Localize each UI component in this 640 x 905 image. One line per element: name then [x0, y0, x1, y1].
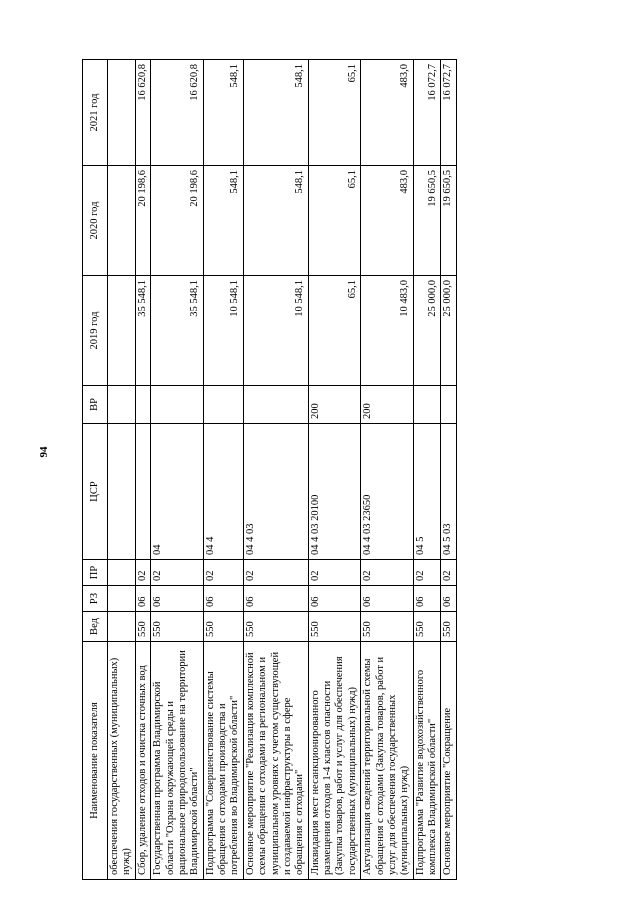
cell-2019: 10 483,0 — [361, 276, 414, 386]
cell-2020: 548,1 — [203, 166, 243, 276]
cell-csr: 04 5 03 — [441, 424, 456, 560]
cell-2021: 16 620,8 — [135, 60, 150, 166]
header-rz: РЗ — [83, 586, 108, 612]
cell-csr: 04 4 03 — [243, 424, 308, 560]
cell-2019: 35 548,1 — [151, 276, 204, 386]
cell-2019 — [108, 276, 136, 386]
header-pr: ПР — [83, 560, 108, 586]
cell-2021: 16 072,7 — [441, 60, 456, 166]
cell-2021: 16 620,8 — [151, 60, 204, 166]
cell-csr: 04 4 — [203, 424, 243, 560]
cell-ved — [108, 612, 136, 642]
cell-rz: 06 — [361, 586, 414, 612]
cell-2021: 65,1 — [308, 60, 361, 166]
cell-2019: 25 000,0 — [441, 276, 456, 386]
cell-rz: 06 — [441, 586, 456, 612]
cell-pr: 02 — [308, 560, 361, 586]
cell-vr: 200 — [308, 386, 361, 424]
cell-2020: 19 650,5 — [441, 166, 456, 276]
table-row — [308, 60, 361, 880]
cell-ved: 550 — [243, 612, 308, 642]
cell-2021: 548,1 — [243, 60, 308, 166]
header-2019: 2019 год — [83, 276, 108, 386]
cell-csr — [135, 424, 150, 560]
cell-ved: 550 — [441, 612, 456, 642]
table-row — [243, 60, 308, 880]
cell-vr — [441, 386, 456, 424]
cell-name: Государственная программа Владимирской области "Охрана окружающей среды и рациональное природопользование на территории Владимирской области" — [151, 642, 204, 880]
cell-2020: 65,1 — [308, 166, 361, 276]
cell-ved: 550 — [413, 612, 441, 642]
cell-pr: 02 — [151, 560, 204, 586]
cell-csr: 04 4 03 23650 — [361, 424, 414, 560]
cell-name: Актуализация сведений территориальной схемы обращения с отходами (Закупка товаров, работ и услуг для обеспечения государственных (муниципальных) нужд) — [361, 642, 414, 880]
cell-2019: 10 548,1 — [203, 276, 243, 386]
cell-rz: 06 — [243, 586, 308, 612]
cell-name: Сбор, удаление отходов и очистка сточных вод — [135, 642, 150, 880]
table-row — [361, 60, 414, 880]
cell-2021: 548,1 — [203, 60, 243, 166]
cell-rz: 06 — [203, 586, 243, 612]
cell-pr: 02 — [203, 560, 243, 586]
cell-csr: 04 4 03 20100 — [308, 424, 361, 560]
table-row — [108, 60, 136, 880]
cell-vr — [243, 386, 308, 424]
cell-rz — [108, 586, 136, 612]
cell-2019: 35 548,1 — [135, 276, 150, 386]
cell-ved: 550 — [151, 612, 204, 642]
cell-rz: 06 — [308, 586, 361, 612]
table-row — [203, 60, 243, 880]
cell-vr — [203, 386, 243, 424]
cell-name: Основное мероприятие "Реализация комплексной схемы обращения с отходами на региональном и муниципальном уровнях с учетом существующей и создаваемой инфраструктуры в сфере обращения с отходами" — [243, 642, 308, 880]
table-row — [441, 60, 456, 880]
cell-rz: 06 — [413, 586, 441, 612]
cell-name: обеспечения государственных (муниципальных) нужд) — [108, 642, 136, 880]
cell-2019: 25 000,0 — [413, 276, 441, 386]
cell-pr — [108, 560, 136, 586]
cell-2021: 483,0 — [361, 60, 414, 166]
cell-rz: 06 — [151, 586, 204, 612]
cell-csr: 04 5 — [413, 424, 441, 560]
table-row — [413, 60, 441, 880]
cell-name: Подпрограмма "Развитие водохозяйственного комплекса Владимирской области" — [413, 642, 441, 880]
cell-rz: 06 — [135, 586, 150, 612]
header-2020: 2020 год — [83, 166, 108, 276]
cell-2020: 20 198,6 — [135, 166, 150, 276]
cell-2020: 20 198,6 — [151, 166, 204, 276]
cell-2021: 16 072,7 — [413, 60, 441, 166]
cell-vr — [108, 386, 136, 424]
cell-vr: 200 — [361, 386, 414, 424]
cell-ved: 550 — [308, 612, 361, 642]
cell-2020: 19 650,5 — [413, 166, 441, 276]
cell-2019: 65,1 — [308, 276, 361, 386]
cell-name: Подпрограмма "Совершенствование системы обращения с отходами производства и потребления во Владимирской области" — [203, 642, 243, 880]
cell-pr: 02 — [441, 560, 456, 586]
cell-csr — [108, 424, 136, 560]
header-vr: ВР — [83, 386, 108, 424]
cell-vr — [151, 386, 204, 424]
rotated-table-container — [82, 60, 630, 880]
cell-name: Ликвидация мест несанкционированного размещения отходов 1-4 классов опасности (Закупка товаров, работ и услуг для обеспечения государственных (муниципальных) нужд) — [308, 642, 361, 880]
page-number: 94 — [38, 446, 50, 458]
cell-pr: 02 — [243, 560, 308, 586]
cell-pr: 02 — [135, 560, 150, 586]
table-header-row — [83, 60, 108, 880]
cell-2020 — [108, 166, 136, 276]
cell-name: Основное мероприятие "Сокращение — [441, 642, 456, 880]
cell-vr — [135, 386, 150, 424]
header-name: Наименование показателя — [83, 642, 108, 880]
header-ved: Вед — [83, 612, 108, 642]
cell-pr: 02 — [413, 560, 441, 586]
cell-ved: 550 — [361, 612, 414, 642]
table-row — [135, 60, 150, 880]
cell-pr: 02 — [361, 560, 414, 586]
cell-2020: 548,1 — [243, 166, 308, 276]
cell-csr: 04 — [151, 424, 204, 560]
table-row — [151, 60, 204, 880]
cell-2020: 483,0 — [361, 166, 414, 276]
cell-ved: 550 — [203, 612, 243, 642]
budget-table — [82, 59, 457, 880]
cell-vr — [413, 386, 441, 424]
cell-2019: 10 548,1 — [243, 276, 308, 386]
cell-2021 — [108, 60, 136, 166]
header-csr: ЦСР — [83, 424, 108, 560]
cell-ved: 550 — [135, 612, 150, 642]
header-2021: 2021 год — [83, 60, 108, 166]
